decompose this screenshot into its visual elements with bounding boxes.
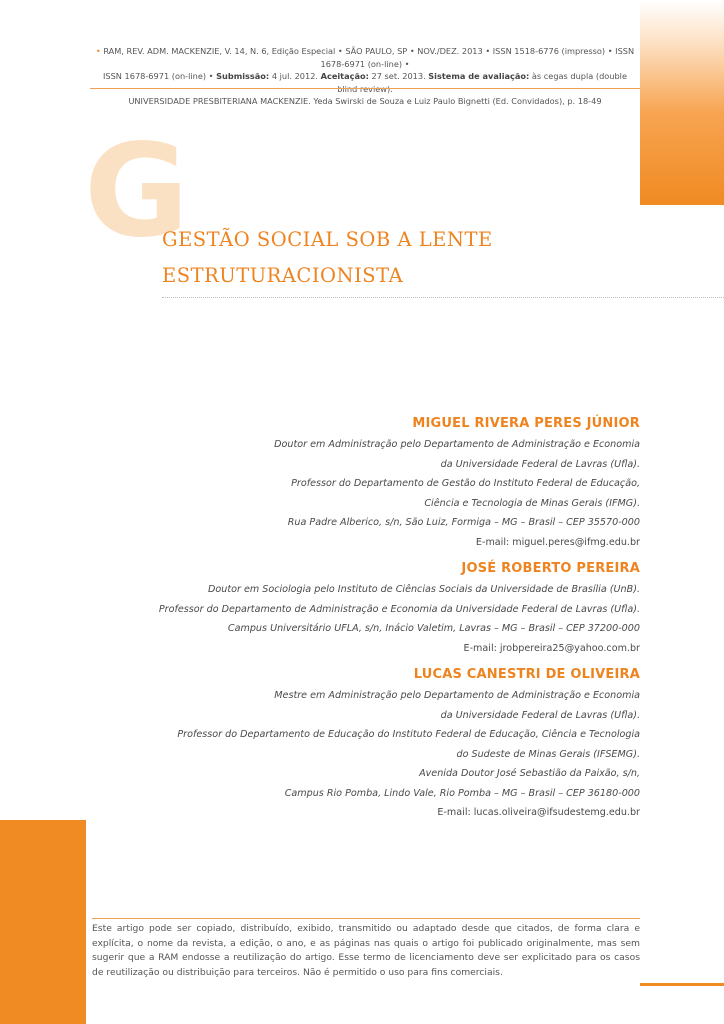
journal-header (92, 45, 638, 108)
author-name: LUCAS CANESTRI DE OLIVEIRA (413, 667, 640, 682)
affiliation-line: Ciência e Tecnologia de Minas Gerais (IFMG). (424, 497, 640, 509)
affiliation-line: Rua Padre Alberico, s/n, São Luiz, Formiga – MG – Brasil – CEP 35570-000 (287, 517, 640, 528)
header-divider (90, 88, 640, 89)
title-line-1: GESTÃO SOCIAL SOB A LENTE (162, 228, 493, 251)
author-2 (100, 558, 640, 658)
author-3 (100, 664, 640, 823)
affiliation-line: Professor do Departamento de Administração e Economia da Universidade Federal de Lavras (Ufla). (158, 603, 640, 615)
header-line-2: ISSN 1678-6971 (on-line) • Submissão: 4 jul. 2012. Aceitação: 27 set. 2013. Sistema de avaliação: às cegas dupla (double (102, 71, 627, 81)
affiliation-line: Mestre em Administração pelo Departamento de Administração e Economia (274, 690, 640, 701)
affiliation-line: Avenida Doutor José Sebastião da Paixão, s/n, (419, 768, 640, 779)
author-email: E-mail: jrobpereira25@yahoo.com.br (463, 642, 640, 654)
author-email: E-mail: lucas.oliveira@ifsudestemg.edu.br (437, 807, 640, 818)
title-line-2: ESTRUTURACIONISTA (162, 264, 404, 287)
affiliation-line: Campus Universitário UFLA, s/n, Inácio Valetim, Lavras – MG – Brasil – CEP 37200-000 (227, 623, 640, 634)
affiliation-line: Professor do Departamento de Gestão do Instituto Federal de Educação, (291, 478, 640, 489)
decorative-orange-bar-bottom (0, 820, 86, 1024)
affiliation-line: Doutor em Sociologia pelo Instituto de Ciências Sociais da Universidade de Brasília (UnB). (207, 584, 640, 595)
affiliation-line: da Universidade Federal de Lavras (Ufla). (440, 709, 640, 721)
decorative-orange-bar-top (640, 0, 724, 205)
affiliation-line: da Universidade Federal de Lavras (Ufla). (440, 458, 640, 470)
affiliation-line: Campus Rio Pomba, Lindo Vale, Rio Pomba – MG – Brasil – CEP 36180-000 (284, 787, 640, 799)
affiliation-line: Doutor em Administração pelo Departamento de Administração e Economia (274, 439, 640, 450)
author-email: E-mail: miguel.peres@ifmg.edu.br (475, 536, 640, 548)
decorative-orange-line (640, 983, 724, 986)
affiliation-line: Professor do Departamento de Educação do Instituto Federal de Educação, Ciência e Tecnologia (177, 729, 640, 740)
license-notice: Este artigo pode ser copiado, distribuído, exibido, transmitido ou adaptado desde que citados, de forma clara e explícita, o nome da revista, a edição, o ano, e as páginas nas quais o artigo foi publicado originalmente, mas sem sugerir que a RAM endosse a reutilização do artigo. Esse termo de licenciamento deve ser explicitado para os casos de reutilização ou distribuição para terceiros. Não é permitido o uso para fins comerciais. (92, 918, 640, 980)
affiliation-line: do Sudeste de Minas Gerais (IFSEMG). (456, 748, 640, 760)
author-name: MIGUEL RIVERA PERES JÚNIOR (412, 416, 640, 431)
article-title (162, 222, 632, 294)
title-divider (162, 297, 724, 298)
header-line-3: UNIVERSIDADE PRESBITERIANA MACKENZIE. Yeda Swirski de Souza e Luiz Paulo Bignetti (Ed. Convidados), p. 18-49 (128, 96, 602, 106)
author-name: JOSÉ ROBERTO PEREIRA (461, 561, 640, 576)
authors-block (100, 413, 640, 829)
header-line-1: • RAM, REV. ADM. MACKENZIE, V. 14, N. 6, Edição Especial • SÃO PAULO, SP • NOV./DEZ. 2013 • ISSN 1518-6776 (impresso) • ISSN 1678-6971 (on-line) • (95, 46, 635, 69)
title-initial-letter: G (84, 117, 190, 266)
author-1 (100, 413, 640, 552)
